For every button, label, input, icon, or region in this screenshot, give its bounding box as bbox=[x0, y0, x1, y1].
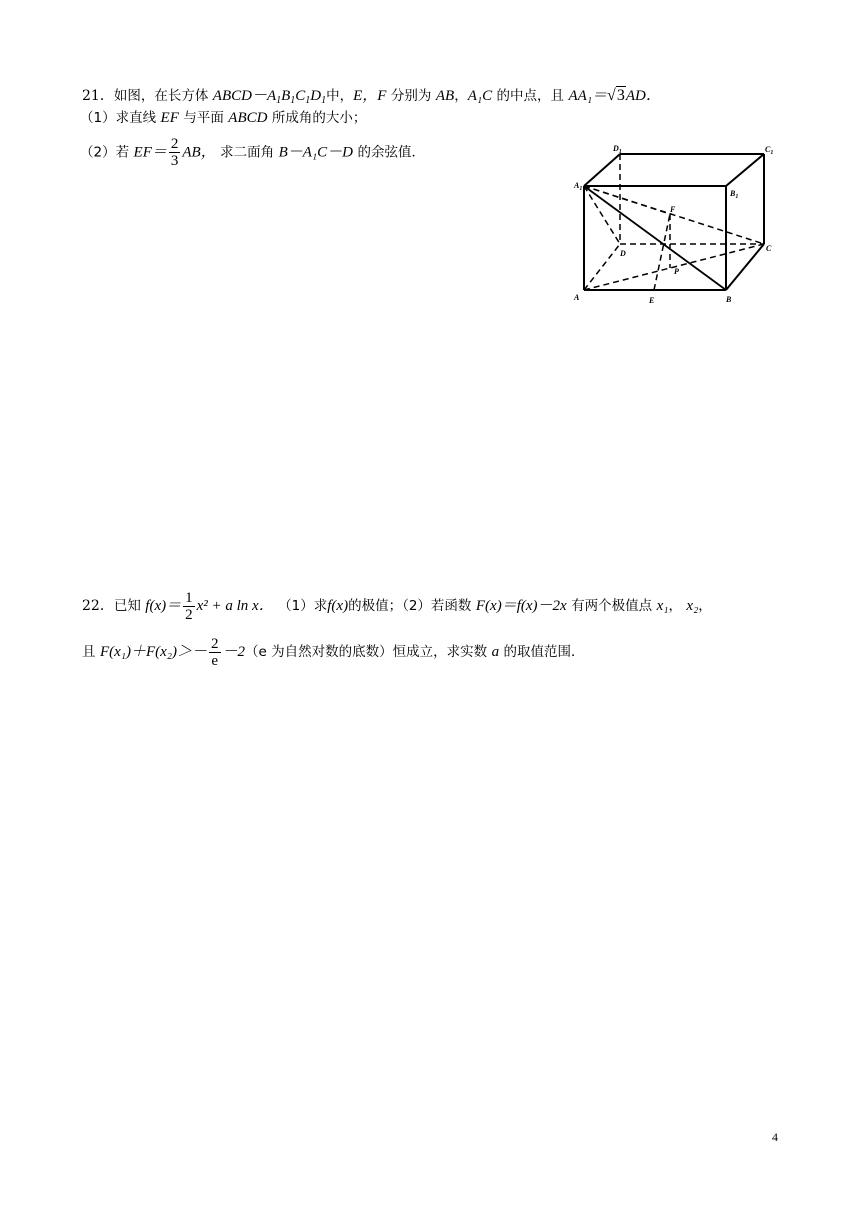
q21-cond-left: AA₁＝ bbox=[568, 88, 608, 104]
q21-part1-label: （1）求直线 bbox=[80, 110, 157, 126]
q21-part1-mid: 与平面 bbox=[183, 110, 224, 126]
page-number: 4 bbox=[772, 1130, 778, 1144]
q21-stem-pre: 如图，在长方体 bbox=[113, 88, 209, 104]
label-a1: $A_1$ bbox=[574, 181, 583, 192]
q21-part2-label: （2）若 bbox=[80, 144, 130, 161]
q22-part2-F: F(x)＝f(x)－2x bbox=[475, 598, 567, 614]
q21-comma: ， bbox=[454, 88, 468, 104]
label-c1: $C_1$ bbox=[765, 145, 774, 156]
q22-x2: x₂ bbox=[686, 598, 699, 614]
q21-part2-end: 的余弦值． bbox=[357, 144, 425, 161]
label-d: D bbox=[620, 249, 626, 258]
q21-part1 bbox=[80, 108, 366, 128]
q21-part2 bbox=[80, 136, 425, 169]
label-e: E bbox=[649, 296, 655, 305]
q21-part1-ef: EF bbox=[160, 110, 179, 126]
edge-a-d bbox=[584, 244, 620, 290]
q22-line2-tail: －2 bbox=[222, 644, 246, 660]
q22-line2-a: a bbox=[491, 644, 500, 660]
q22-part2-mid: 有两个极值点 bbox=[571, 598, 653, 614]
q22-part1: （1）求 bbox=[278, 598, 328, 614]
q22-sep2: ， bbox=[698, 598, 712, 614]
label-a: A bbox=[574, 293, 580, 302]
q21-cond-right: AD． bbox=[625, 88, 661, 104]
q21-part1-plane: ABCD bbox=[228, 110, 268, 126]
q22-number: 22． bbox=[82, 598, 114, 614]
q22-line2-ineq: F(x₁)＋F(x₂)＞－ bbox=[99, 644, 208, 660]
q21-part1-end: 所成角的大小； bbox=[271, 110, 367, 126]
q21-ab: AB bbox=[435, 88, 455, 104]
edge-a1-d1 bbox=[584, 154, 620, 186]
q22-lead: 已知 bbox=[113, 598, 141, 614]
segment-a1-b bbox=[584, 186, 726, 290]
edge-b1-c1 bbox=[726, 154, 764, 186]
q22-fraction: $\frac{1}{2}$ bbox=[185, 589, 193, 623]
prism-figure bbox=[570, 140, 782, 312]
q21-sqrt: √3 bbox=[607, 87, 625, 104]
q21-number: 21． bbox=[82, 88, 114, 104]
edge-b-c bbox=[726, 244, 764, 290]
q22-part1-end: 的极值； bbox=[348, 598, 403, 614]
q21-stem-mid3: 的中点，且 bbox=[496, 88, 565, 104]
label-p: P bbox=[674, 267, 679, 276]
q21-a1c: A₁C bbox=[467, 88, 493, 104]
label-f: F bbox=[670, 205, 676, 214]
q21-part2-fraction: $\frac{2}{3}$ bbox=[170, 136, 179, 169]
q22-part2: （2）若函数 bbox=[402, 598, 472, 614]
q22-func-def: f(x)＝ bbox=[145, 598, 182, 614]
label-b: B bbox=[726, 295, 732, 304]
q21-stem-mid2: 分别为 bbox=[390, 88, 432, 104]
segment-a1-f bbox=[584, 186, 670, 214]
q21-part2-ab: AB， bbox=[182, 144, 216, 161]
q22-x1: x₁ bbox=[656, 598, 669, 614]
q21-ef: E，F bbox=[353, 88, 387, 104]
q21-part2-angle: B－A₁C－D bbox=[278, 144, 353, 161]
label-d1: $D_1$ bbox=[613, 144, 622, 155]
q21-part2-mid: 求二面角 bbox=[220, 144, 275, 161]
q21-part2-ef: EF＝ bbox=[133, 144, 167, 161]
q22-line2-lead: 且 bbox=[82, 644, 96, 660]
q22-sep: ， bbox=[668, 598, 682, 614]
q22-line1 bbox=[82, 588, 712, 624]
q22-line2 bbox=[82, 634, 585, 670]
q21-solid-name: $ABCD-A_1B_1C_1D_1$ bbox=[212, 88, 327, 106]
q22-part1-f: f(x) bbox=[327, 598, 349, 614]
label-b1: $B_1$ bbox=[730, 189, 739, 200]
q22-line2-note: （e 为自然对数的底数）恒成立，求实数 bbox=[245, 644, 488, 660]
q22-line2-end: 的取值范围． bbox=[503, 644, 585, 660]
q21-stem-mid1: 中， bbox=[326, 88, 354, 104]
label-c: C bbox=[766, 244, 772, 253]
segment-a1-d bbox=[584, 186, 620, 244]
q22-func-rest: x² + a ln x． bbox=[196, 598, 274, 614]
segment-e-f bbox=[654, 214, 670, 290]
q22-line2-fraction: $\frac{2}{e}$ bbox=[211, 635, 219, 669]
